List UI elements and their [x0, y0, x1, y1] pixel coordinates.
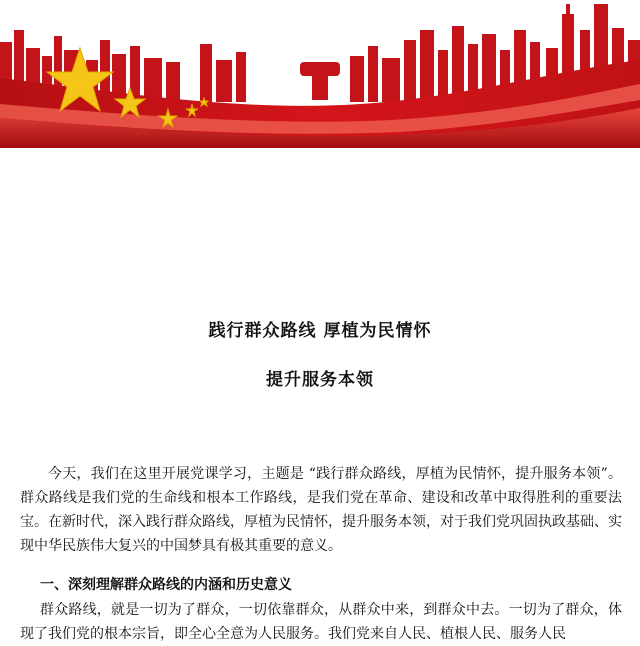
section-paragraph: 群众路线，就是一切为了群众，一切依靠群众，从群众中来，到群众中去。一切为了群众，体现了我们党的根本宗旨，即全心全意为人民服务。我们党来自人民、植根人民、服务人民: [20, 602, 622, 642]
intro-paragraph: 今天，我们在这里开展党课学习，主题是 “践行群众路线，厚植为民情怀，提升服务本领”。群众路线是我们党的生命线和根本工作路线，是我们党在革命、建设和改革中取得胜利的重要法宝。在新时代，深入践行群众路线，厚植为民情怀，提升服务本领，对于我们党巩固执政基础、实现中华民族伟大复兴的中国梦具有极其重要的意义。: [20, 466, 622, 554]
document-subtitle: 提升服务本领: [266, 370, 374, 390]
header-banner: [0, 0, 640, 148]
document-title: 践行群众路线 厚植为民情怀: [208, 321, 432, 341]
banner-artwork: [0, 0, 640, 148]
section-heading: 一、深刻理解群众路线的内涵和历史意义: [40, 577, 292, 593]
